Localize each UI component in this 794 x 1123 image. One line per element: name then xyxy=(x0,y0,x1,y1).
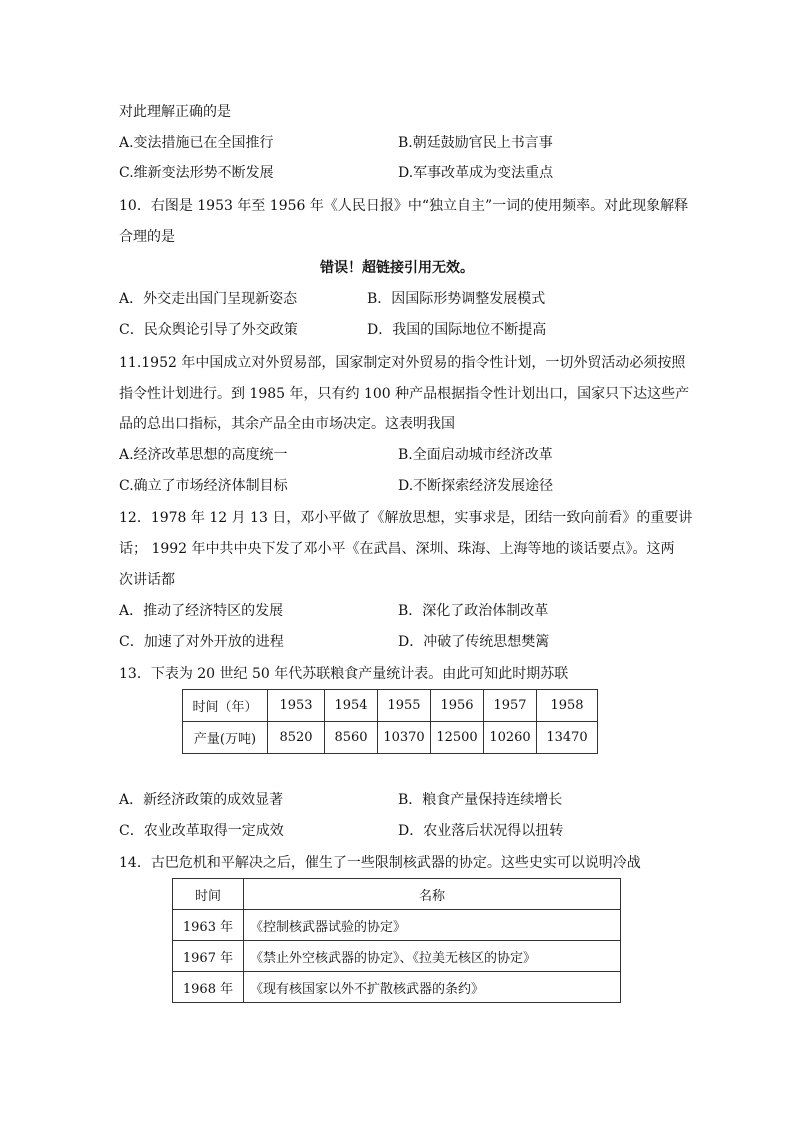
q9-option-c: C.维新变法形势不断发展 xyxy=(119,165,274,181)
q11-option-a: A.经济改革思想的高度统一 xyxy=(119,447,288,463)
q12-stem-line-3: 次讲话都 xyxy=(119,572,175,588)
table-cell: 1956 xyxy=(431,690,484,722)
q13-option-a: A．新经济政策的成效显著 xyxy=(119,792,284,808)
q10-option-a: A．外交走出国门呈现新姿态 xyxy=(119,291,298,307)
q13-option-b: B．粮食产量保持连续增长 xyxy=(398,792,563,808)
q10-option-b: B．因国际形势调整发展模式 xyxy=(367,291,546,307)
table-cell: 8520 xyxy=(268,722,325,754)
q10-error-note: 错误！超链接引用无效。 xyxy=(320,260,474,276)
q11-option-b: B.全面启动城市经济改革 xyxy=(398,447,553,463)
q12-option-c: C．加速了对外开放的进程 xyxy=(119,634,284,650)
q14-treaty-table xyxy=(172,878,621,1003)
q9-option-d: D.军事改革成为变法重点 xyxy=(398,165,554,181)
q9-stem-tail: 对此理解正确的是 xyxy=(119,104,231,120)
q11-option-c: C.确立了市场经济体制目标 xyxy=(119,478,288,494)
table-cell: 产量(万吨) xyxy=(183,722,268,754)
q10-stem-line-1: 10．右图是 1953 年至 1956 年《人民日报》中“独立自主”一词的使用频率。对此现象解释 xyxy=(119,198,689,214)
q12-stem-line-1: 12．1978 年 12 月 13 日，邓小平做了《解放思想，实事求是，团结一致向前看》的重要讲 xyxy=(119,510,693,526)
q11-stem-line-1: 11.1952 年中国成立对外贸易部，国家制定对外贸易的指令性计划，一切外贸活动必须按照 xyxy=(119,355,686,371)
q10-option-d: D．我国的国际地位不断提高 xyxy=(367,322,547,338)
table-cell: 1968 年 xyxy=(173,972,244,1003)
table-cell: 1958 xyxy=(537,690,598,722)
q9-option-b: B.朝廷鼓励官民上书言事 xyxy=(398,135,553,151)
table-cell: 1954 xyxy=(325,690,378,722)
table-cell: 时间 xyxy=(173,879,244,910)
table-cell: 10370 xyxy=(378,722,431,754)
table-cell: 名称 xyxy=(244,879,621,910)
q11-stem-line-3: 品的总出口指标，其余产品全由市场决定。这表明我国 xyxy=(119,416,455,432)
q12-option-a: A．推动了经济特区的发展 xyxy=(119,603,284,619)
q13-grain-table xyxy=(182,689,598,754)
table-cell: 1963 年 xyxy=(173,910,244,941)
q13-option-d: D．农业落后状况得以扭转 xyxy=(398,823,564,839)
table-row xyxy=(173,941,621,972)
q13-option-c: C．农业改革取得一定成效 xyxy=(119,823,284,839)
table-cell: 10260 xyxy=(484,722,537,754)
table-cell: 1967 年 xyxy=(173,941,244,972)
table-row xyxy=(173,972,621,1003)
q11-stem-line-2: 指令性计划进行。到 1985 年，只有约 100 种产品根据指令性计划出口，国家只下达这些产 xyxy=(119,386,690,402)
table-header-row xyxy=(173,879,621,910)
q10-option-c: C．民众舆论引导了外交政策 xyxy=(119,322,298,338)
table-cell: 《控制核武器试验的协定》 xyxy=(244,910,621,941)
q11-option-d: D.不断探索经济发展途径 xyxy=(398,478,554,494)
table-cell: 13470 xyxy=(537,722,598,754)
q12-option-d: D．冲破了传统思想樊篱 xyxy=(398,634,550,650)
table-cell: 时间（年） xyxy=(183,690,268,722)
table-cell: 12500 xyxy=(431,722,484,754)
table-row xyxy=(173,910,621,941)
table-cell: 1957 xyxy=(484,690,537,722)
q14-stem: 14．古巴危机和平解决之后，催生了一些限制核武器的协定。这些史实可以说明冷战 xyxy=(119,855,641,871)
table-cell: 《禁止外空核武器的协定》、《拉美无核区的协定》 xyxy=(244,941,621,972)
q12-stem-line-2: 话； 1992 年中共中央下发了邓小平《在武昌、深圳、珠海、上海等地的谈话要点》。这两 xyxy=(119,541,675,557)
q12-option-b: B．深化了政治体制改革 xyxy=(398,603,549,619)
table-cell: 8560 xyxy=(325,722,378,754)
table-cell: 1955 xyxy=(378,690,431,722)
table-cell: 1953 xyxy=(268,690,325,722)
table-row xyxy=(183,722,598,754)
table-header-row xyxy=(183,690,598,722)
q13-stem: 13．下表为 20 世纪 50 年代苏联粮食产量统计表。由此可知此时期苏联 xyxy=(119,666,569,682)
q9-option-a: A.变法措施已在全国推行 xyxy=(119,135,274,151)
q10-stem-line-2: 合理的是 xyxy=(119,229,175,245)
table-cell: 《现有核国家以外不扩散核武器的条约》 xyxy=(244,972,621,1003)
